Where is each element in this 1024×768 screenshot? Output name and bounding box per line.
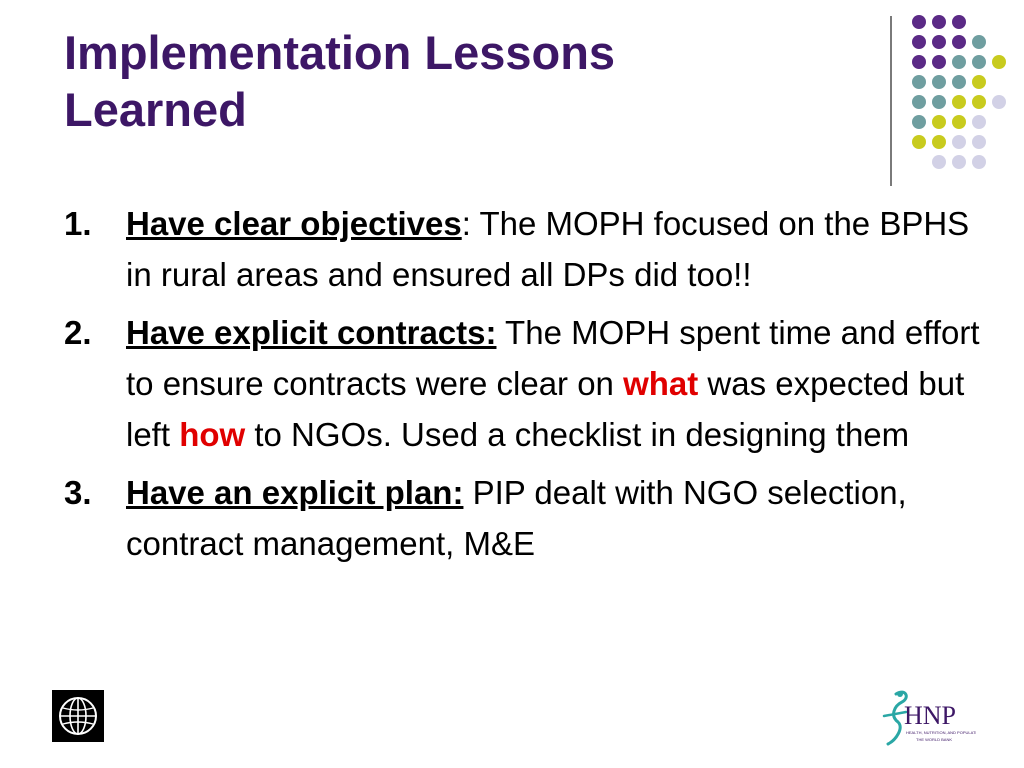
item-body <box>126 307 984 460</box>
item-body <box>126 198 984 300</box>
item-text: was expected but left <box>126 365 965 453</box>
dot <box>952 95 966 109</box>
dot <box>952 35 966 49</box>
dot <box>952 135 966 149</box>
dot <box>952 15 966 29</box>
emphasis-what: what <box>623 365 699 402</box>
dot <box>972 155 986 169</box>
dot <box>972 135 986 149</box>
title-line-2: Learned <box>64 83 247 136</box>
dot <box>932 135 946 149</box>
lessons-list <box>64 198 984 576</box>
dot <box>952 155 966 169</box>
lesson-item-2 <box>64 307 984 460</box>
item-label: Have clear objectives <box>126 205 462 242</box>
dot <box>932 15 946 29</box>
hnp-subtitle-2: THE WORLD BANK <box>916 737 953 742</box>
dot <box>932 55 946 69</box>
dot <box>932 35 946 49</box>
dot <box>932 75 946 89</box>
dot <box>932 95 946 109</box>
item-number: 3. <box>64 474 92 511</box>
dot <box>912 115 926 129</box>
hnp-logo <box>876 686 976 752</box>
item-text: PIP dealt with NGO selection, contract management, M&E <box>126 474 907 562</box>
slide-title <box>64 24 854 138</box>
world-bank-logo-icon <box>52 690 104 742</box>
item-text: to NGOs. Used a checklist in designing them <box>245 416 910 453</box>
hnp-subtitle: HEALTH, NUTRITION, AND POPULATION <box>906 730 976 735</box>
item-text: : The MOPH focused on the BPHS in rural areas and ensured all DPs did too!! <box>126 205 970 293</box>
item-number: 2. <box>64 314 92 351</box>
dot <box>972 95 986 109</box>
dot <box>952 75 966 89</box>
title-divider <box>890 16 892 186</box>
dot <box>952 55 966 69</box>
dot <box>952 115 966 129</box>
dot <box>972 35 986 49</box>
item-label: Have an explicit plan: <box>126 474 464 511</box>
item-text: The MOPH spent time and effort to ensure contracts were clear on <box>126 314 980 402</box>
item-number: 1. <box>64 205 92 242</box>
dot <box>912 55 926 69</box>
emphasis-how: how <box>179 416 246 453</box>
item-body <box>126 467 984 569</box>
dot <box>972 75 986 89</box>
dot <box>972 55 986 69</box>
dot <box>992 95 1006 109</box>
dot <box>932 115 946 129</box>
lesson-item-1 <box>64 198 984 300</box>
dot <box>992 55 1006 69</box>
lesson-item-3 <box>64 467 984 569</box>
dot <box>932 155 946 169</box>
title-line-1: Implementation Lessons <box>64 26 616 79</box>
dot <box>912 35 926 49</box>
hnp-text: HNP <box>904 701 957 730</box>
dot <box>912 15 926 29</box>
dot <box>972 115 986 129</box>
dot <box>912 135 926 149</box>
dot <box>912 75 926 89</box>
item-label: Have explicit contracts: <box>126 314 497 351</box>
dot <box>912 95 926 109</box>
